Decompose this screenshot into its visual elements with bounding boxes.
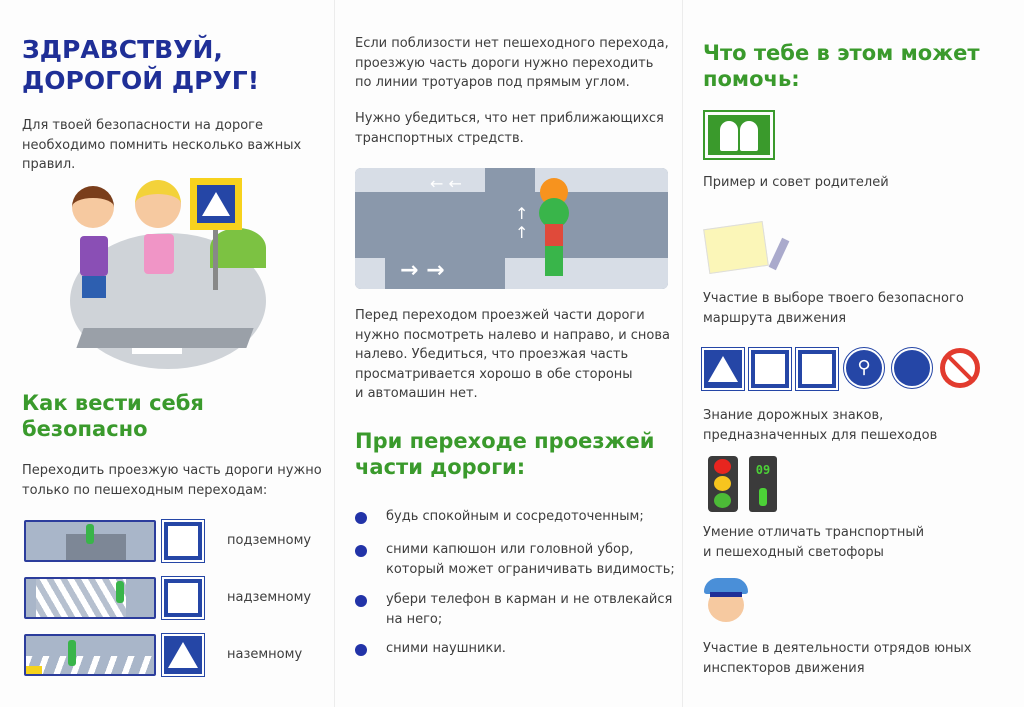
look-both-ways-text xyxy=(355,306,670,404)
pedestrian-crossing-sign-icon xyxy=(162,634,204,676)
help-item xyxy=(703,289,964,328)
crossing-text xyxy=(22,461,322,500)
section-title-behave xyxy=(22,390,204,442)
no-pedestrians-sign-icon xyxy=(940,348,980,388)
title-line: Как вести себя xyxy=(22,391,204,415)
text-line: проезжую часть дороги нужно переходить xyxy=(355,55,654,71)
bullet-item xyxy=(386,540,675,579)
help-item xyxy=(703,523,924,562)
text-line: транспортных стредств. xyxy=(355,130,524,146)
text-line: который может ограничивать видимость; xyxy=(386,561,675,577)
text-line: и автомашин нет. xyxy=(355,386,478,401)
title-line: При переходе проезжей xyxy=(355,429,655,453)
title-line: ЗДРАВСТВУЙ, xyxy=(22,35,223,64)
bullet-item xyxy=(386,639,506,659)
text-line: инспекторов движения xyxy=(703,660,865,676)
underground-crossing-image xyxy=(24,520,156,562)
text-line: просматривается хорошо в обе стороны xyxy=(355,366,633,382)
bullet-icon xyxy=(355,595,367,607)
ground-crossing-image xyxy=(24,634,156,676)
crossing-label: надземному xyxy=(227,590,312,605)
text-line: Если поблизости нет пешеходного перехода, xyxy=(355,36,669,51)
text-line: Переходить проезжую часть дороги нужно xyxy=(22,463,322,478)
no-crossing-text xyxy=(355,34,669,93)
underground-crossing-sign-icon xyxy=(162,520,204,562)
kids-illustration xyxy=(70,178,266,370)
pen-icon xyxy=(769,238,790,270)
crossing-label: подземному xyxy=(227,533,312,548)
traffic-light-icon xyxy=(708,456,738,512)
text-line: и пешеходный светофоры xyxy=(703,544,884,560)
text-line: Участие в деятельности отрядов юных xyxy=(703,641,972,656)
text-line: на него; xyxy=(386,611,443,627)
section-title-crossing xyxy=(355,428,654,480)
bullet-item xyxy=(386,507,644,527)
crosswalk-sign-icon xyxy=(190,178,242,230)
text-line: Для твоей безопасности на дороге xyxy=(22,118,264,133)
bullet-item xyxy=(386,590,672,629)
text-line: налево. Убедиться, что проезжая часть xyxy=(355,347,629,362)
title-line: Что тебе в этом может xyxy=(703,41,980,65)
check-vehicles-text xyxy=(355,109,664,148)
intro-text xyxy=(22,116,301,175)
bullet-icon xyxy=(355,512,367,524)
route-map-icon xyxy=(703,221,769,274)
text-line: маршрута движения xyxy=(703,310,847,326)
bullet-icon xyxy=(355,545,367,557)
help-title xyxy=(703,40,980,92)
overhead-crossing-sign-icon xyxy=(162,577,204,619)
road-crossing-illustration: ← ← → → ↑ ↑ xyxy=(355,168,668,289)
bullet-icon xyxy=(355,644,367,656)
crossing-label: наземному xyxy=(227,647,303,662)
text-line: Перед переходом проезжей части дороги xyxy=(355,308,645,323)
text-line: Пример и совет родителей xyxy=(703,175,889,190)
text-line: сними наушники. xyxy=(386,641,506,656)
text-line: убери телефон в карман и не отвлекайся xyxy=(386,592,673,607)
young-inspector-icon xyxy=(704,576,748,624)
overhead-crossing-sign-icon xyxy=(796,348,838,390)
underground-crossing-sign-icon xyxy=(749,348,791,390)
overhead-crossing-image xyxy=(24,577,156,619)
text-line: предназначенных для пешеходов xyxy=(703,427,938,443)
text-line: будь спокойным и сосредоточенным; xyxy=(386,509,644,524)
fold-line xyxy=(682,0,683,707)
bicycle-path-sign-icon: ⚲ xyxy=(844,348,884,388)
pedestrian-traffic-light-icon xyxy=(749,456,777,512)
text-line: необходимо помнить несколько важных xyxy=(22,137,302,153)
help-item xyxy=(703,639,972,678)
countdown-display: 09 xyxy=(755,463,771,477)
text-line: нужно посмотреть налево и направо, и снова xyxy=(355,327,671,343)
greeting-title xyxy=(22,34,259,96)
pedestrian-crossing-sign-icon xyxy=(702,348,744,390)
text-line: Умение отличать транспортный xyxy=(703,525,925,540)
title-line: безопасно xyxy=(22,417,148,441)
title-line: ДОРОГОЙ ДРУГ! xyxy=(22,66,260,95)
text-line: правил. xyxy=(22,157,76,172)
text-line: Нужно убедиться, что нет приближающихся xyxy=(355,111,664,126)
text-line: по линии тротуаров под прямым углом. xyxy=(355,75,630,90)
title-line: части дороги: xyxy=(355,455,526,479)
fold-line xyxy=(334,0,335,707)
help-item xyxy=(703,406,937,445)
pedestrian-path-sign-icon xyxy=(892,348,932,388)
parents-icon xyxy=(703,110,775,160)
text-line: Участие в выборе твоего безопасного xyxy=(703,291,964,306)
title-line: помочь: xyxy=(703,67,800,91)
text-line: только по пешеходным переходам: xyxy=(22,482,268,498)
help-item xyxy=(703,173,889,193)
text-line: Знание дорожных знаков, xyxy=(703,408,884,423)
text-line: сними капюшон или головной убор, xyxy=(386,542,634,557)
